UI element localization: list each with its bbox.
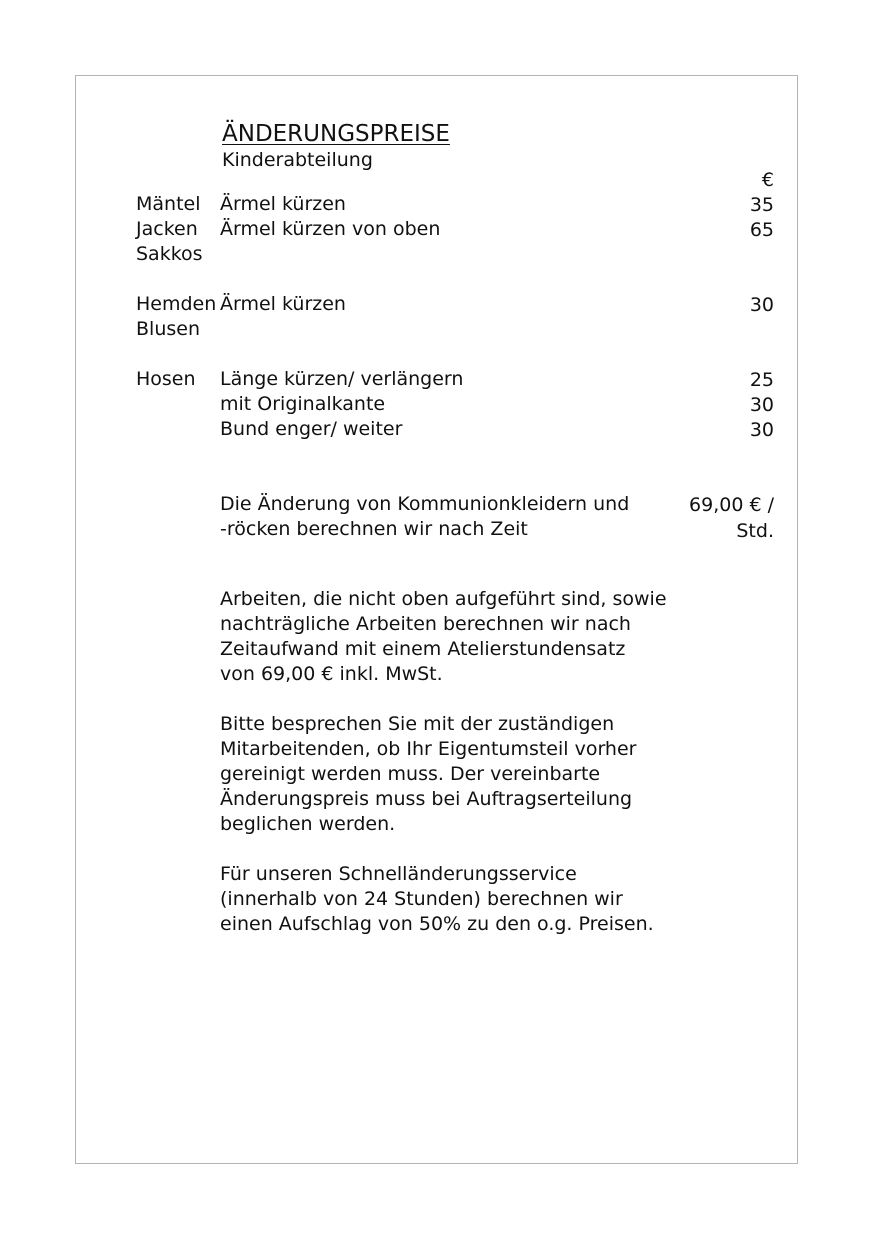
note-line: einen Aufschlag von 50% zu den o.g. Preisen. — [220, 913, 654, 935]
communion-price-unit: Std. — [736, 520, 774, 542]
category-label: Blusen — [136, 318, 200, 340]
communion-text-line: Die Änderung von Kommunionkleidern und — [220, 493, 630, 515]
note-paragraph — [220, 587, 667, 687]
communion-price: 69,00 € / — [689, 494, 774, 516]
note-line: beglichen werden. — [220, 813, 396, 835]
category-label: Mäntel — [136, 193, 201, 215]
service-price: 25 — [749, 369, 774, 391]
service-label: mit Originalkante — [220, 393, 386, 415]
note-paragraph — [220, 712, 636, 837]
service-price: 30 — [749, 394, 774, 416]
note-line: Zeitaufwand mit einem Atelierstundensatz — [220, 638, 626, 660]
category-label: Jacken — [136, 218, 198, 240]
service-price: 65 — [749, 219, 774, 241]
note-line: Änderungspreis muss bei Auftragserteilung — [220, 788, 633, 810]
department-subtitle: Kinderabteilung — [222, 149, 373, 171]
note-line: Arbeiten, die nicht oben aufgeführt sind, sowie — [220, 588, 667, 610]
category-label: Hosen — [136, 368, 196, 390]
communion-text-line: -röcken berechnen wir nach Zeit — [220, 518, 528, 540]
category-label: Hemden — [136, 293, 217, 315]
note-line: Mitarbeitenden, ob Ihr Eigentumsteil vorher — [220, 738, 637, 760]
service-price: 30 — [749, 419, 774, 441]
service-label: Ärmel kürzen — [220, 193, 346, 215]
note-line: Für unseren Schnelländerungsservice — [220, 863, 577, 885]
currency-header: € — [761, 169, 774, 191]
note-line: (innerhalb von 24 Stunden) berechnen wir — [220, 888, 623, 910]
service-label: Ärmel kürzen von oben — [220, 218, 441, 240]
service-price: 30 — [749, 294, 774, 316]
service-label: Länge kürzen/ verlängern — [220, 368, 464, 390]
note-line: Bitte besprechen Sie mit der zuständigen — [220, 713, 615, 735]
page-title: ÄNDERUNGSPREISE — [222, 121, 450, 147]
service-label: Bund enger/ weiter — [220, 418, 403, 440]
note-line: nachträgliche Arbeiten berechnen wir nach — [220, 613, 631, 635]
service-label: Ärmel kürzen — [220, 293, 346, 315]
note-line: gereinigt werden muss. Der vereinbarte — [220, 763, 601, 785]
note-line: von 69,00 € inkl. MwSt. — [220, 663, 443, 685]
category-label: Sakkos — [136, 243, 203, 265]
service-price: 35 — [749, 194, 774, 216]
note-paragraph — [220, 862, 654, 937]
